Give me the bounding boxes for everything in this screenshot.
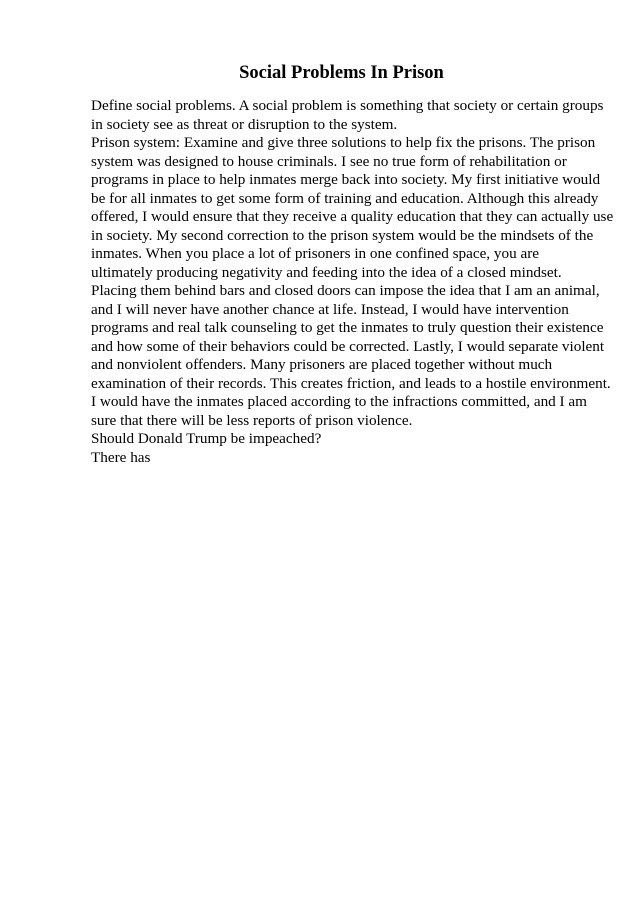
body-line: ultimately producing negativity and feeding into the idea of a closed mindset.: [91, 263, 562, 281]
body-line: programs in place to help inmates merge back into society. My first initiative would: [91, 171, 601, 188]
body-line: and how some of their behaviors could be corrected. Lastly, I would separate violent: [91, 337, 605, 355]
body-line: programs and real talk counseling to get the inmates to truly question their existence: [91, 319, 604, 336]
body-line: offered, I would ensure that they receive a quality education that they can actually use: [91, 208, 614, 225]
body-line: Placing them behind bars and closed doors can impose the idea that I am an animal,: [91, 282, 600, 299]
document-body: [91, 97, 614, 467]
body-line: be for all inmates to get some form of training and education. Although this already: [91, 189, 599, 207]
body-line: examination of their records. This creates friction, and leads to a hostile environment.: [91, 374, 611, 392]
document-title: Social Problems In Prison: [239, 63, 444, 83]
body-line: system was designed to house criminals. I see no true form of rehabilitation or: [91, 152, 567, 170]
body-line: inmates. When you place a lot of prisoners in one confined space, you are: [91, 245, 540, 262]
body-line: and nonviolent offenders. Many prisoners are placed together without much: [91, 356, 553, 373]
body-line: I would have the inmates placed according to the infractions committed, and I am: [91, 393, 587, 410]
body-line: in society see as threat or disruption to the system.: [91, 115, 398, 133]
body-line: There has: [91, 448, 151, 466]
body-line: Define social problems. A social problem is something that society or certain groups: [91, 97, 604, 114]
body-line: and I will never have another chance at life. Instead, I would have intervention: [91, 300, 569, 318]
body-line: sure that there will be less reports of prison violence.: [91, 411, 413, 429]
body-line: Prison system: Examine and give three solutions to help fix the prisons. The prison: [91, 134, 596, 151]
body-line: Should Donald Trump be impeached?: [91, 430, 322, 447]
body-line: in society. My second correction to the prison system would be the mindsets of the: [91, 226, 594, 244]
